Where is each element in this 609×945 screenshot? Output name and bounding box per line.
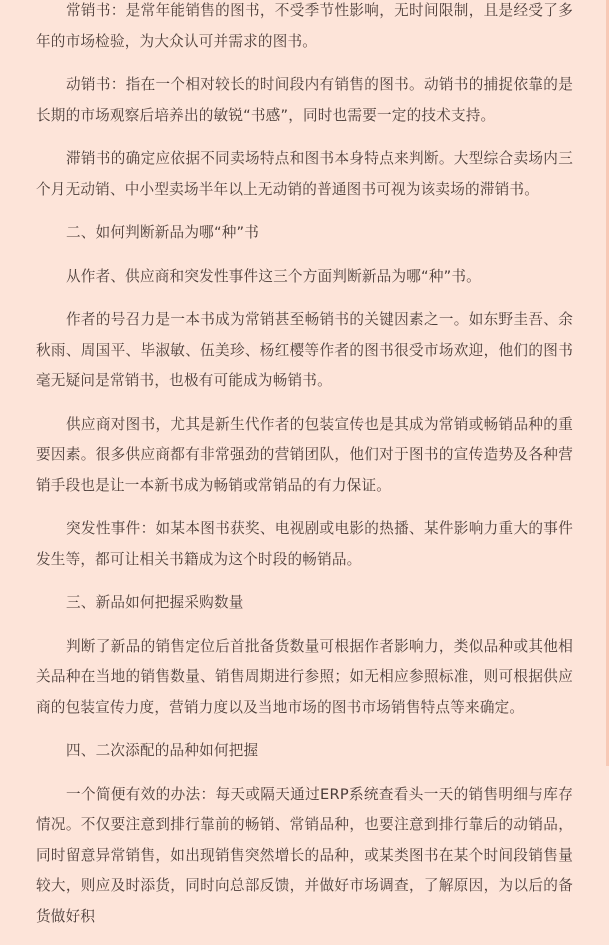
paragraph-sudden-events: 突发性事件：如某本图书获奖、电视剧或电影的热播、某件影响力重大的事件发生等，都可让相关书籍成为这个时段的畅销品。 [36, 520, 573, 568]
paragraph-moving-book-definition: 动销书：指在一个相对较长的时间段内有销售的图书。动销书的捕捉依靠的是长期的市场观察后培养出的敏锐“书感”，同时也需要一定的技术支持。 [36, 76, 573, 124]
paragraph-restock-method: 一个简便有效的办法：每天或隔天通过ERP系统查看头一天的销售明细与库存情况。不仅要注意到排行靠前的畅销、常销品种，也要注意到排行靠后的动销品，同时留意异常销售，如出现销售突然增长的品种，或某类图书在某个时间段销售量较大，则应及时添货，同时向总部反馈，并做好市场调查，了解原因，为以后的备货做好积 [36, 785, 573, 925]
article-body [36, 0, 573, 945]
section-heading-3: 三、新品如何把握采购数量 [66, 594, 244, 611]
paragraph-author-influence: 作者的号召力是一本书成为常销甚至畅销书的关键因素之一。如东野圭吾、余秋雨、周国平、毕淑敏、伍美珍、杨红樱等作者的图书很受市场欢迎，他们的图书毫无疑问是常销书，也极有可能成为畅销书。 [36, 311, 573, 389]
paragraph-three-aspects: 从作者、供应商和突发性事件这三个方面判断新品为哪“种”书。 [66, 267, 481, 285]
paragraph-supplier-promotion: 供应商对图书，尤其是新生代作者的包装宣传也是其成为常销或畅销品种的重要因素。很多供应商都有非常强劲的营销团队，他们对于图书的宣传造势及各种营销手段也是让一本新书成为畅销或常销品的有力保证。 [36, 415, 573, 494]
section-heading-2: 二、如何判断新品为哪“种”书 [66, 224, 260, 241]
paragraph-first-stock-quantity: 判断了新品的销售定位后首批备货数量可根据作者影响力，类似品种或其他相关品种在当地的销售数量、销售周期进行参照；如无相应参照标准，则可根据供应商的包装宣传力度，营销力度以及当地市场的图书市场销售特点等来确定。 [36, 637, 573, 716]
paragraph-bestseller-definition: 常销书：是常年能销售的图书，不受季节性影响，无时间限制，且是经受了多年的市场检验，为大众认可并需求的图书。 [36, 2, 573, 50]
section-heading-4: 四、二次添配的品种如何把握 [66, 742, 259, 759]
paragraph-slow-seller-definition: 滞销书的确定应依据不同卖场特点和图书本身特点来判断。大型综合卖场内三个月无动销、中小型卖场半年以上无动销的普通图书可视为该卖场的滞销书。 [36, 150, 573, 198]
